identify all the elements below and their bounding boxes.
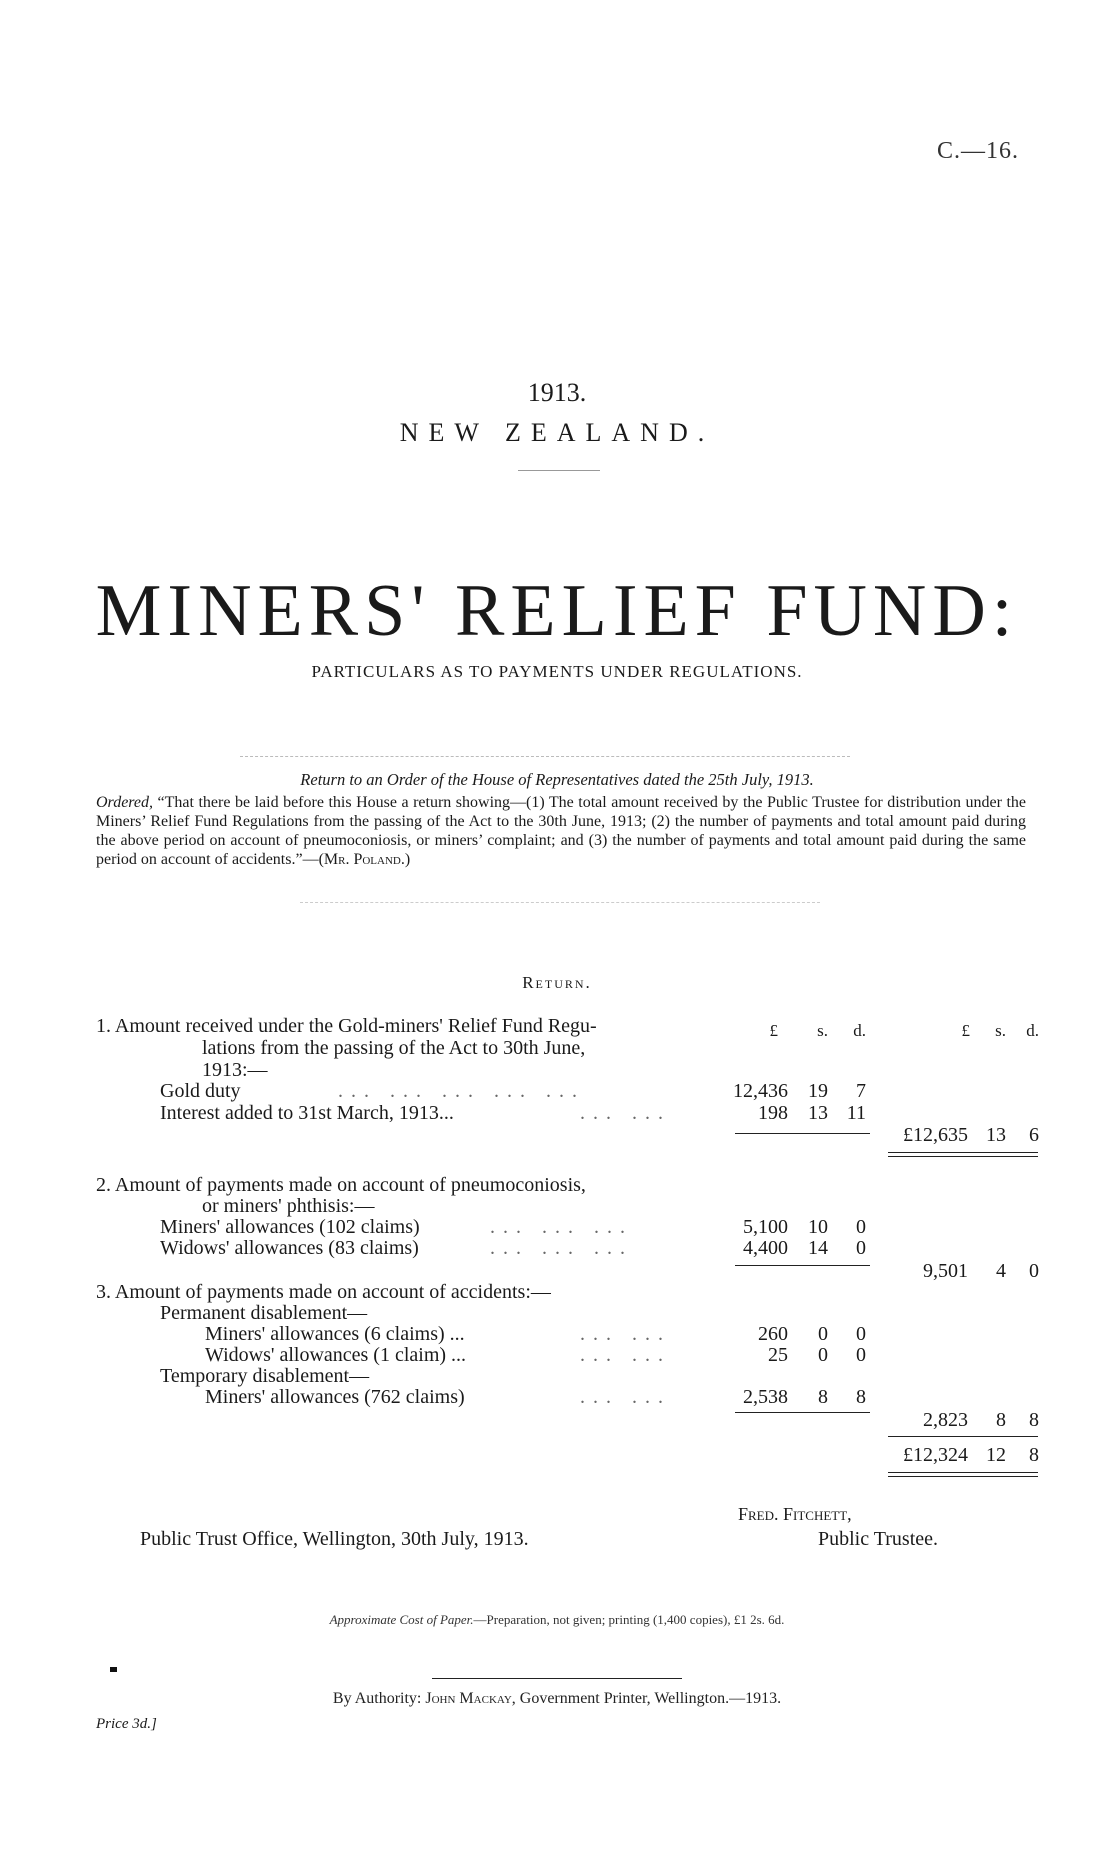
header-shilling-1: s.: [817, 1021, 828, 1040]
page-subtitle: PARTICULARS AS TO PAYMENTS UNDER REGULATIONS.: [311, 662, 803, 681]
page-title: MINERS' RELIEF FUND:: [95, 570, 1019, 652]
grand-total-rule: [888, 1436, 1038, 1437]
authority-suffix: , Government Printer, Wellington.—1913.: [511, 1690, 782, 1707]
leader-dots: ... ...: [580, 1323, 671, 1345]
row-shillings: 0: [818, 1344, 828, 1366]
section3-temp-heading: Temporary disablement—: [160, 1365, 370, 1387]
leader-dots: ... ... ...: [490, 1216, 633, 1238]
section1-line3: 1913:—: [202, 1059, 268, 1081]
ordered-end: .): [400, 851, 411, 868]
subtotal-rule: [735, 1133, 870, 1134]
grand-total-pence: 8: [1029, 1444, 1039, 1466]
section3-total-pounds: 2,823: [923, 1409, 968, 1431]
dotted-divider-2: [300, 902, 820, 903]
leader-dots: ... ... ...: [490, 1237, 633, 1259]
row-label: Miners' allowances (102 claims): [160, 1216, 420, 1238]
section2-line1: 2. Amount of payments made on account of pneumoconiosis,: [96, 1174, 586, 1196]
header-pound-1: £: [769, 1021, 778, 1040]
return-heading: Return.: [522, 973, 592, 992]
cost-label: Approximate Cost of Paper.: [329, 1612, 474, 1627]
signatory-title: Public Trustee.: [818, 1528, 939, 1550]
section3-total-shillings: 8: [996, 1409, 1006, 1431]
section1-line1: 1. Amount received under the Gold-miners' Relief Fund Regu-: [96, 1015, 597, 1037]
row-label: Interest added to 31st March, 1913...: [160, 1102, 454, 1124]
row-pounds: 12,436: [733, 1080, 788, 1102]
short-divider: [518, 470, 600, 471]
section3-line1: 3. Amount of payments made on account of accidents:—: [96, 1281, 551, 1303]
leader-dots: ... ...: [580, 1386, 671, 1408]
row-shillings: 8: [818, 1386, 828, 1408]
subtotal-rule: [735, 1412, 870, 1413]
section2-total-shillings: 4: [996, 1260, 1006, 1282]
row-pounds: 198: [758, 1102, 788, 1124]
double-rule: [888, 1472, 1038, 1477]
document-year: 1913.: [527, 378, 587, 407]
header-pound-2: £: [961, 1021, 970, 1040]
section3-perm-heading: Permanent disablement—: [160, 1302, 368, 1324]
row-shillings: 13: [808, 1102, 828, 1124]
footer-rule: [432, 1678, 682, 1679]
document-reference: C.—16.: [936, 138, 1019, 164]
row-pence: 11: [846, 1102, 866, 1124]
row-pence: 7: [856, 1080, 866, 1102]
row-pence: 0: [856, 1344, 866, 1366]
row-pounds: 25: [768, 1344, 788, 1366]
row-label: Miners' allowances (6 claims) ...: [205, 1323, 465, 1345]
ordered-label: Ordered,: [96, 794, 154, 811]
row-label: Widows' allowances (1 claim) ...: [205, 1344, 467, 1366]
document-country: NEW ZEALAND.: [399, 418, 715, 447]
row-pounds: 4,400: [743, 1237, 788, 1259]
authority-prefix: By Authority:: [332, 1690, 426, 1707]
dotted-divider: [240, 756, 850, 757]
row-pence: 8: [856, 1386, 866, 1408]
row-pence: 0: [856, 1216, 866, 1238]
leader-dots: ... ...: [580, 1102, 671, 1124]
leader-dots: ... ... ... ... ...: [338, 1080, 585, 1102]
section1-total-pence: 6: [1029, 1124, 1039, 1146]
ordered-paragraph: [96, 793, 1026, 869]
row-shillings: 0: [818, 1323, 828, 1345]
section3-total-pence: 8: [1029, 1409, 1039, 1431]
row-label: Gold duty: [160, 1080, 241, 1102]
grand-total-shillings: 12: [986, 1444, 1006, 1466]
section1-line2: lations from the passing of the Act to 30th June,: [202, 1037, 586, 1059]
header-pence-2: d.: [1026, 1021, 1039, 1040]
double-rule: [888, 1152, 1038, 1157]
section2-total-pounds: 9,501: [923, 1260, 968, 1282]
signatory-name: Fred. Fitchett,: [738, 1504, 852, 1524]
row-pence: 0: [856, 1323, 866, 1345]
row-shillings: 14: [808, 1237, 828, 1259]
place-date: Public Trust Office, Wellington, 30th July, 1913.: [140, 1528, 529, 1550]
grand-total-pounds: £12,324: [903, 1444, 968, 1466]
header-pence-1: d.: [853, 1021, 866, 1040]
leader-dots: ... ...: [580, 1344, 671, 1366]
row-shillings: 10: [808, 1216, 828, 1238]
cost-note: [0, 1612, 1114, 1628]
subtotal-rule: [735, 1265, 870, 1266]
section2-total-pence: 0: [1029, 1260, 1039, 1282]
printer-authority: [0, 1690, 1114, 1708]
row-pounds: 260: [758, 1323, 788, 1345]
cost-text: —Preparation, not given; printing (1,400 copies), £1 2s. 6d.: [473, 1612, 785, 1627]
return-order: Return to an Order of the House of Representatives dated the 25th July, 1913.: [300, 770, 814, 789]
row-label: Widows' allowances (83 claims): [160, 1237, 419, 1259]
section1-total-shillings: 13: [986, 1124, 1006, 1146]
ordered-text: “That there be laid before this House a return showing—(1) The total amount received by the Public Trustee for distribution under the Miners’ Relief Fund Regulations from the passing of the Act to the 30th June, 1913; (2) the number of payments and total amount paid during the above period on account of pneumoconiosis, or miners’ complaint; and (3) the number of payments and total amount paid during the same period on account of accidents.”—(: [96, 794, 1026, 868]
row-label: Miners' allowances (762 claims): [205, 1386, 465, 1408]
row-pounds: 5,100: [743, 1216, 788, 1238]
row-pence: 0: [856, 1237, 866, 1259]
row-pounds: 2,538: [743, 1386, 788, 1408]
row-shillings: 19: [808, 1080, 828, 1102]
section2-line2: or miners' phthisis:—: [202, 1195, 375, 1217]
section1-total-pounds: £12,635: [903, 1124, 968, 1146]
bullet-mark: [110, 1667, 117, 1672]
printer-name: John Mackay: [425, 1690, 512, 1707]
ordered-member: Mr. Poland: [323, 851, 401, 868]
header-shilling-2: s.: [995, 1021, 1006, 1040]
price: Price 3d.]: [96, 1716, 157, 1732]
